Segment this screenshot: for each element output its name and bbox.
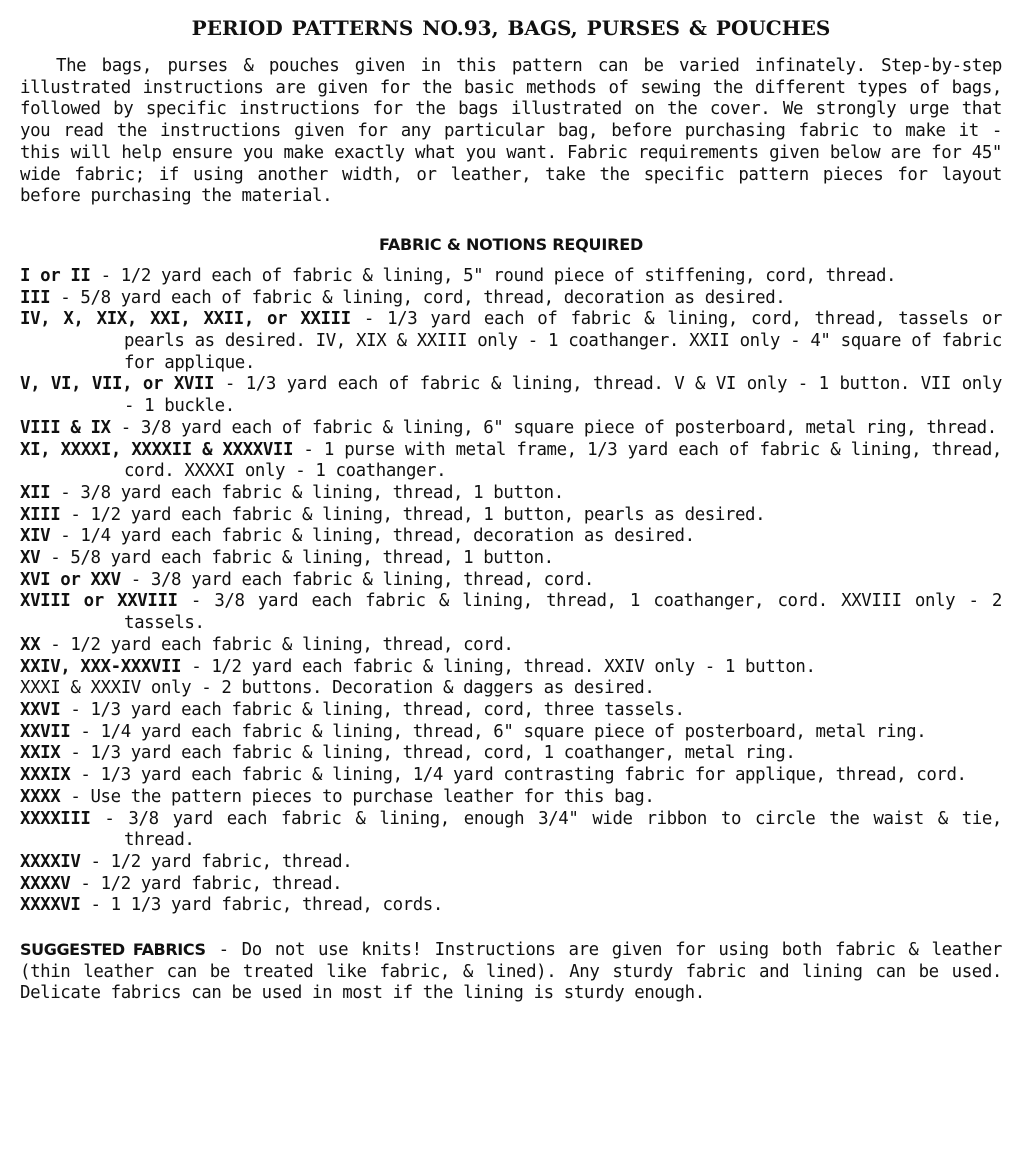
pattern-numbers: V, VI, VII, or XVII — [20, 374, 215, 395]
requirement-text: XXXI & XXXIV only - 2 buttons. Decoration & daggers as desired. — [20, 678, 655, 699]
suggested-fabrics-text: - Do not use knits! Instructions are given for using both fabric & leather (thin leather can be treated like fabric, & lined). Any sturdy fabric and lining can be used. Delicate fabrics can be used in most if the lining is sturdy enough. — [20, 940, 1002, 1004]
suggested-fabrics-paragraph — [20, 939, 1002, 1005]
suggested-fabrics-label: SUGGESTED FABRICS — [20, 940, 206, 960]
requirement-item — [20, 309, 1002, 374]
requirement-text: - 1/2 yard each fabric & lining, thread, 1 button, pearls as desired. — [60, 504, 766, 525]
requirement-text: - Use the pattern pieces to purchase leather for this bag. — [60, 786, 655, 807]
requirement-text: - 1/2 yard each of fabric & lining, 5" round piece of stiffening, cord, thread. — [90, 265, 897, 286]
requirement-text: - 1/3 yard each of fabric & lining, thread. V & VI only - 1 button. VII only - 1 buckle. — [124, 374, 1002, 417]
requirement-item — [20, 418, 1002, 440]
pattern-numbers: I or II — [20, 265, 91, 286]
requirement-item — [20, 635, 1002, 657]
pattern-numbers: VIII & IX — [20, 417, 111, 438]
pattern-numbers: XII — [20, 482, 51, 503]
requirement-text: - 5/8 yard each fabric & lining, thread, 1 button. — [40, 548, 554, 569]
requirement-text: - 1/4 yard each fabric & lining, thread, 6" square piece of posterboard, metal ring. — [70, 721, 927, 742]
requirement-item — [20, 526, 1002, 548]
requirement-text: - 5/8 yard each of fabric & lining, cord, thread, decoration as desired. — [50, 287, 786, 308]
requirement-text: - 1/4 yard each fabric & lining, thread, decoration as desired. — [50, 526, 695, 547]
pattern-document-page — [20, 10, 1002, 1023]
pattern-numbers: XXXXVI — [20, 895, 81, 916]
requirement-text: - 1/3 yard each of fabric & lining, cord, thread, tassels or pearls as desired. IV, XIX & XXIII only - 1 coathanger. XXII only - 4" square of fabric for applique. — [124, 309, 1002, 373]
requirement-item — [20, 700, 1002, 722]
pattern-numbers: XXXXIII — [20, 808, 91, 829]
section-heading-fabric-notions: FABRIC & NOTIONS REQUIRED — [378, 234, 644, 254]
pattern-numbers: III — [20, 287, 51, 308]
requirement-text: - 1 purse with metal frame, 1/3 yard each of fabric & lining, thread, cord. XXXXI only - 1 coathanger. — [124, 439, 1002, 482]
pattern-numbers: XV — [20, 548, 41, 569]
pattern-numbers: XVIII or XXVIII — [20, 591, 178, 612]
pattern-numbers: XVI or XXV — [20, 569, 121, 590]
pattern-numbers: XXXXIV — [20, 851, 81, 872]
requirement-text: - 1/2 yard each fabric & lining, thread, cord. — [40, 634, 514, 655]
requirement-item — [20, 765, 1002, 787]
requirement-item — [20, 505, 1002, 527]
intro-paragraph: The bags, purses & pouches given in this pattern can be varied infinately. Step-by-step illustrated instructions are given for the basic methods of sewing the different types of bags, followed by specific instructions for the bags illustrated on the cover. We strongly urge that you read the instructions given for any particular bag, before purchasing fabric to make it - this will help ensure you make exactly what you want. Fabric requirements given below are for 45" wide fabric; if using another width, or leather, take the specific pattern pieces for layout before purchasing the material. — [20, 56, 1002, 207]
pattern-numbers: XXIV, XXX-XXXVII — [20, 656, 182, 677]
requirement-text: - 1/2 yard fabric, thread. — [80, 851, 353, 872]
pattern-numbers: XXIX — [20, 743, 61, 764]
pattern-numbers: XXXXV — [20, 873, 71, 894]
requirement-item — [20, 591, 1002, 634]
requirement-item — [20, 288, 1002, 310]
pattern-numbers: XIV — [20, 526, 51, 547]
requirement-item — [20, 895, 1002, 917]
requirement-text: - 1 1/3 yard fabric, thread, cords. — [80, 895, 443, 916]
requirement-text: - 3/8 yard each fabric & lining, thread, 1 coathanger, cord. XXVIII only - 2 tassels. — [124, 591, 1002, 634]
pattern-numbers: XXXIX — [20, 765, 71, 786]
page-title: PERIOD PATTERNS NO.93, BAGS, PURSES & POUCHES — [191, 16, 831, 40]
requirement-item — [20, 483, 1002, 505]
pattern-numbers: XXVI — [20, 699, 61, 720]
requirement-text: - 3/8 yard each of fabric & lining, 6" square piece of posterboard, metal ring, thread. — [110, 417, 997, 438]
fabric-requirements-list — [20, 266, 1002, 917]
requirement-text: - 3/8 yard each fabric & lining, thread, cord. — [120, 569, 594, 590]
pattern-numbers: XXVII — [20, 721, 71, 742]
requirement-item — [20, 374, 1002, 417]
pattern-numbers: XI, XXXXI, XXXXII & XXXXVII — [20, 439, 294, 460]
pattern-numbers: XX — [20, 634, 41, 655]
requirement-item — [20, 722, 1002, 744]
pattern-numbers: XXXX — [20, 786, 61, 807]
requirement-item — [20, 266, 1002, 288]
requirement-item — [20, 678, 1002, 700]
requirement-text: - 1/3 yard each fabric & lining, 1/4 yard contrasting fabric for applique, thread, cord. — [70, 765, 967, 786]
requirement-item — [20, 570, 1002, 592]
requirement-item — [20, 874, 1002, 896]
requirement-item — [20, 657, 1002, 679]
requirement-text: - 1/3 yard each fabric & lining, thread, cord, three tassels. — [60, 699, 685, 720]
requirement-item — [20, 440, 1002, 483]
pattern-numbers: XIII — [20, 504, 61, 525]
requirement-text: - 3/8 yard each fabric & lining, enough 3/4" wide ribbon to circle the waist & tie, thread. — [90, 808, 1002, 851]
requirement-item — [20, 787, 1002, 809]
requirement-item — [20, 743, 1002, 765]
pattern-numbers: IV, X, XIX, XXI, XXII, or XXIII — [20, 309, 351, 330]
requirement-text: - 1/2 yard fabric, thread. — [70, 873, 343, 894]
requirement-item — [20, 809, 1002, 852]
requirement-text: - 1/2 yard each fabric & lining, thread. XXIV only - 1 button. — [181, 656, 816, 677]
requirement-item — [20, 548, 1002, 570]
requirement-text: - 1/3 yard each fabric & lining, thread, cord, 1 coathanger, metal ring. — [60, 743, 796, 764]
requirement-item — [20, 852, 1002, 874]
requirement-text: - 3/8 yard each fabric & lining, thread, 1 button. — [50, 482, 564, 503]
